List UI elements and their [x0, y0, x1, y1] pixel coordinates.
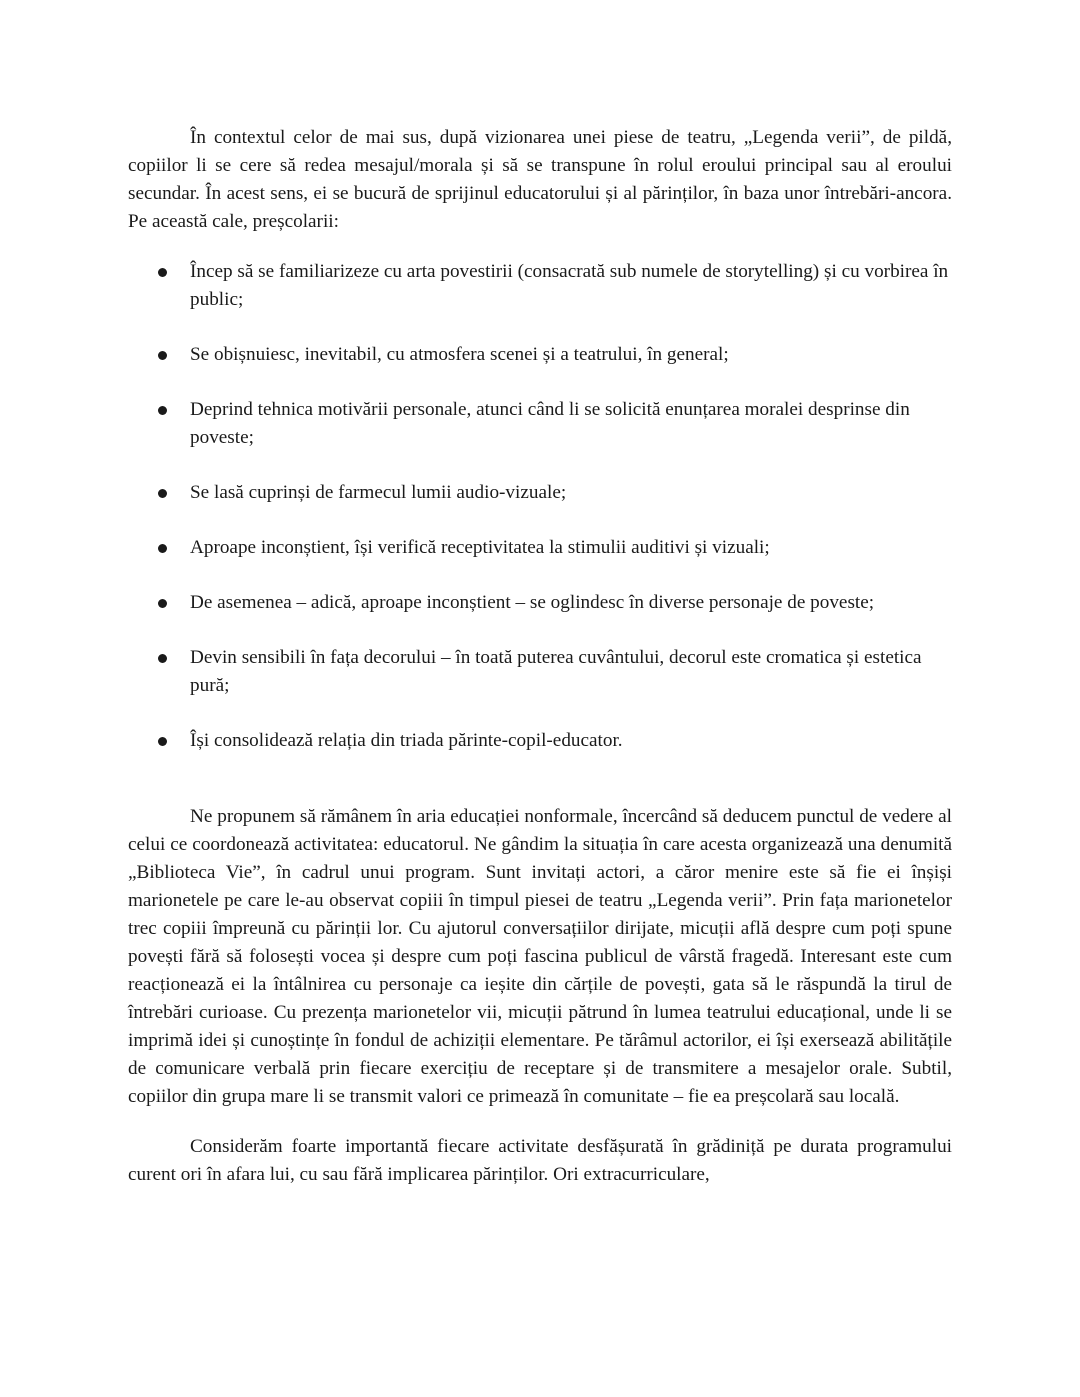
bullet-icon: [158, 654, 167, 663]
list-item-text: Încep să se familiarizeze cu arta povestirii (consacrată sub numele de storytelling) și cu vorbirea în public;: [190, 261, 949, 310]
list-item: [128, 479, 952, 507]
list-item-text: Se obișnuiesc, inevitabil, cu atmosfera scenei și a teatrului, în general;: [190, 344, 729, 365]
document-page: [128, 124, 952, 1189]
bullet-icon: [158, 268, 167, 277]
bullet-list: [128, 258, 952, 755]
list-item: [128, 534, 952, 562]
list-item: [128, 727, 952, 755]
bullet-icon: [158, 489, 167, 498]
list-item-text: Deprind tehnica motivării personale, atunci când li se solicită enunțarea moralei desprinse din poveste;: [190, 399, 910, 448]
bullet-icon: [158, 737, 167, 746]
paragraph-biblioteca-vie: Ne propunem să rămânem în aria educației nonformale, încercând să deducem punctul de vedere al celui ce coordonează activitatea: educatorul. Ne gândim la situația în care acesta organizează una denumită „Biblioteca Vie”, în cadrul unui program. Sunt invitați actori, a căror menire este să fie ei înșiși marionetele pe care le-au observat copiii în timpul piesei de teatru „Legenda verii”. Prin fața marionetelor trec copiii împreună cu părinții lor. Cu ajutorul conversațiilor dirijate, micuții află despre cum poți spune povești fără să folosești vocea și despre cum poți fascina publicul de vârstă fragedă. Interesant este cum reacționează ei la întâlnirea cu personaje ca ieșite din cărțile de povești, gata să le răspundă la tirul de întrebări curioase. Cu prezența marionetelor vii, micuții pătrund în lumea teatrului educațional, unde li se imprimă idei și cunoștințe în fondul de achiziții elementare. Pe tărâmul actorilor, ei își exersează abilitățile de comunicare verbală prin fiecare exercițiu de receptare și de transmitere a mesajelor orale. Subtil, copiilor din grupa mare li se transmit valori ce primează în comunitate – fie ea preșcolară sau locală.: [128, 806, 952, 1107]
list-item-text: Se lasă cuprinși de farmecul lumii audio-vizuale;: [190, 482, 567, 503]
list-item: [128, 258, 952, 314]
list-item-text: Devin sensibili în fața decorului – în toată puterea cuvântului, decorul este cromatica și estetica pură;: [190, 647, 922, 696]
paragraph-closing: Considerăm foarte importantă fiecare activitate desfășurată în grădiniță pe durata programului curent ori în afara lui, cu sau fără implicarea părinților. Ori extracurriculare,: [128, 1136, 952, 1185]
list-item: [128, 396, 952, 452]
list-item: [128, 644, 952, 700]
list-item: [128, 341, 952, 369]
paragraph-intro: În contextul celor de mai sus, după vizionarea unei piese de teatru, „Legenda verii”, de pildă, copiilor li se cere să redea mesajul/morala și să se transpune în rolul eroului principal sau al eroului secundar. În acest sens, ei se bucură de sprijinul educatorului și al părinților, în baza unor întrebări-ancora. Pe această cale, preșcolarii:: [128, 127, 952, 232]
list-item: [128, 589, 952, 617]
bullet-icon: [158, 544, 167, 553]
bullet-icon: [158, 351, 167, 360]
bullet-icon: [158, 599, 167, 608]
list-item-text: Aproape inconștient, își verifică receptivitatea la stimulii auditivi și vizuali;: [190, 537, 770, 558]
list-item-text: Își consolidează relația din triada părinte-copil-educator.: [190, 730, 623, 751]
list-item-text: De asemenea – adică, aproape inconștient – se oglindesc în diverse personaje de poveste;: [190, 592, 875, 613]
bullet-icon: [158, 406, 167, 415]
